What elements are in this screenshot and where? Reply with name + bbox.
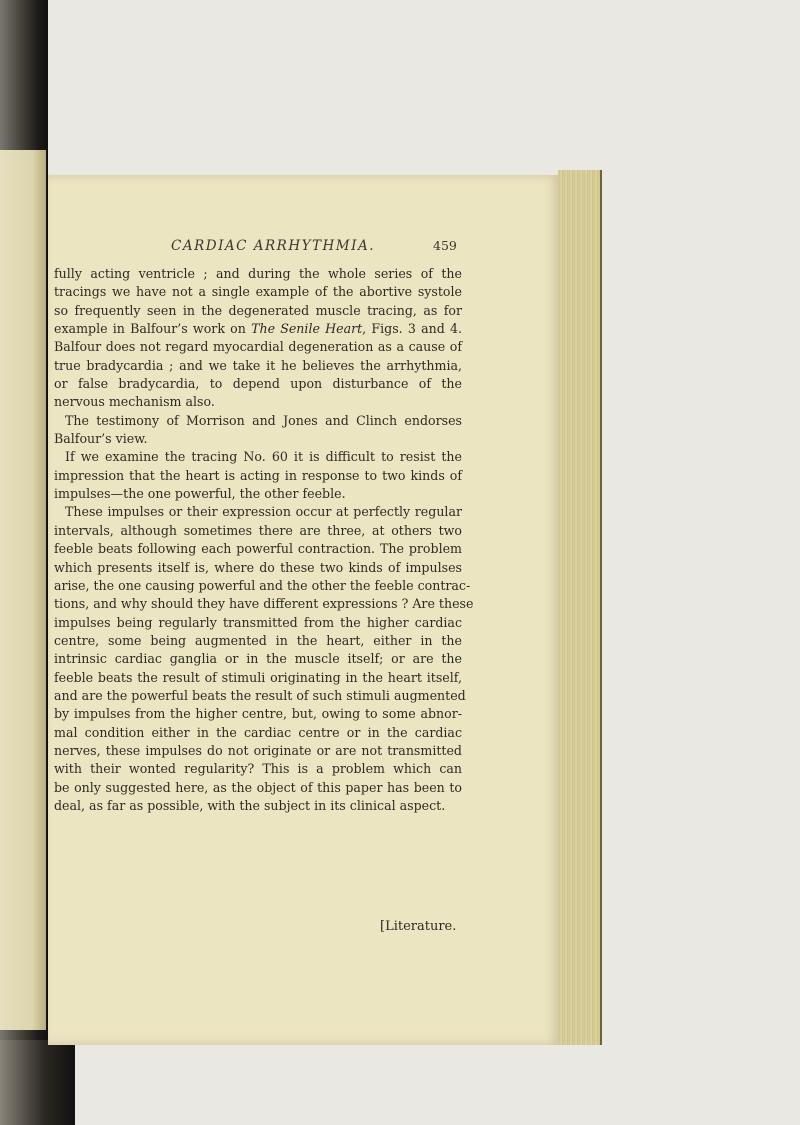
- text-line: These impulses or their expression occur at perfectly regular: [65, 504, 462, 520]
- text-line: The testimony of Morrison and Jones and Clinch endorses: [65, 412, 462, 428]
- text-line: deal, as far as possible, with the subject in its clinical aspect.: [54, 797, 446, 813]
- text-line: by impulses from the higher centre, but, owing to some abnor-: [54, 706, 462, 722]
- text-line: and are the powerful beats the result of such stimuli augmented: [54, 687, 466, 703]
- text-line: true bradycardia ; and we take it he believes the arrhythmia,: [54, 357, 462, 373]
- paragraph: [54, 265, 462, 412]
- text-line: fully acting ventricle ; and during the whole series of the: [54, 266, 462, 281]
- paragraph: [54, 412, 462, 449]
- text-line: so frequently seen in the degenerated muscle tracing, as for: [54, 302, 462, 318]
- text-line: intrinsic cardiac ganglia or in the muscle itself; or are the: [54, 651, 462, 667]
- text-line: be only suggested here, as the object of this paper has been to: [54, 779, 462, 795]
- text-line: nerves, these impulses do not originate or are not transmitted: [54, 742, 462, 758]
- text-line: impulses—the one powerful, the other feeble.: [54, 486, 346, 502]
- paragraph: [54, 448, 462, 503]
- running-title: CARDIAC ARRHYTHMIA.: [171, 238, 376, 254]
- text-line: which presents itself is, where do these two kinds of impulses: [54, 559, 462, 575]
- text-line: nervous mechanism also.: [54, 394, 215, 410]
- text-line: or false bradycardia, to depend upon disturbance of the: [54, 376, 462, 392]
- text-line: impulses being regularly transmitted from the higher cardiac: [54, 614, 462, 630]
- book-binding-shadow: [0, 1040, 75, 1125]
- text-line: tions, and why should they have different expressions ? Are these: [54, 596, 474, 612]
- text-line: Balfour does not regard myocardial degeneration as a cause of: [54, 339, 462, 355]
- text-line: Balfour’s view.: [54, 431, 148, 447]
- catchword: [Literature.: [380, 919, 457, 934]
- text-line: centre, some being augmented in the heart, either in the: [54, 632, 462, 648]
- page-number: 459: [433, 238, 457, 253]
- text-line: arise, the one causing powerful and the other the feeble contrac-: [54, 577, 471, 593]
- text-line: feeble beats the result of stimuli originating in the heart itself,: [54, 669, 462, 685]
- text-line: feeble beats following each powerful contraction. The problem: [54, 541, 462, 557]
- text-line: tracings we have not a single example of the abortive systole: [54, 284, 462, 300]
- page-edges: [558, 170, 602, 1045]
- facing-page-edge: [0, 150, 46, 1030]
- text-line: with their wonted regularity? This is a problem which can: [54, 761, 462, 777]
- text-line: impression that the heart is acting in response to two kinds of: [54, 467, 462, 483]
- text-line: If we examine the tracing No. 60 it is difficult to resist the: [65, 449, 462, 465]
- paragraph: [54, 503, 474, 815]
- italic-title: The Senile Heart: [251, 321, 363, 337]
- text-line: example in Balfour’s work on The Senile Heart, Figs. 3 and 4.: [54, 321, 462, 337]
- body-text: [54, 265, 474, 815]
- text-line: intervals, although sometimes there are three, at others two: [54, 522, 462, 538]
- text-line: mal condition either in the cardiac centre or in the cardiac: [54, 724, 462, 740]
